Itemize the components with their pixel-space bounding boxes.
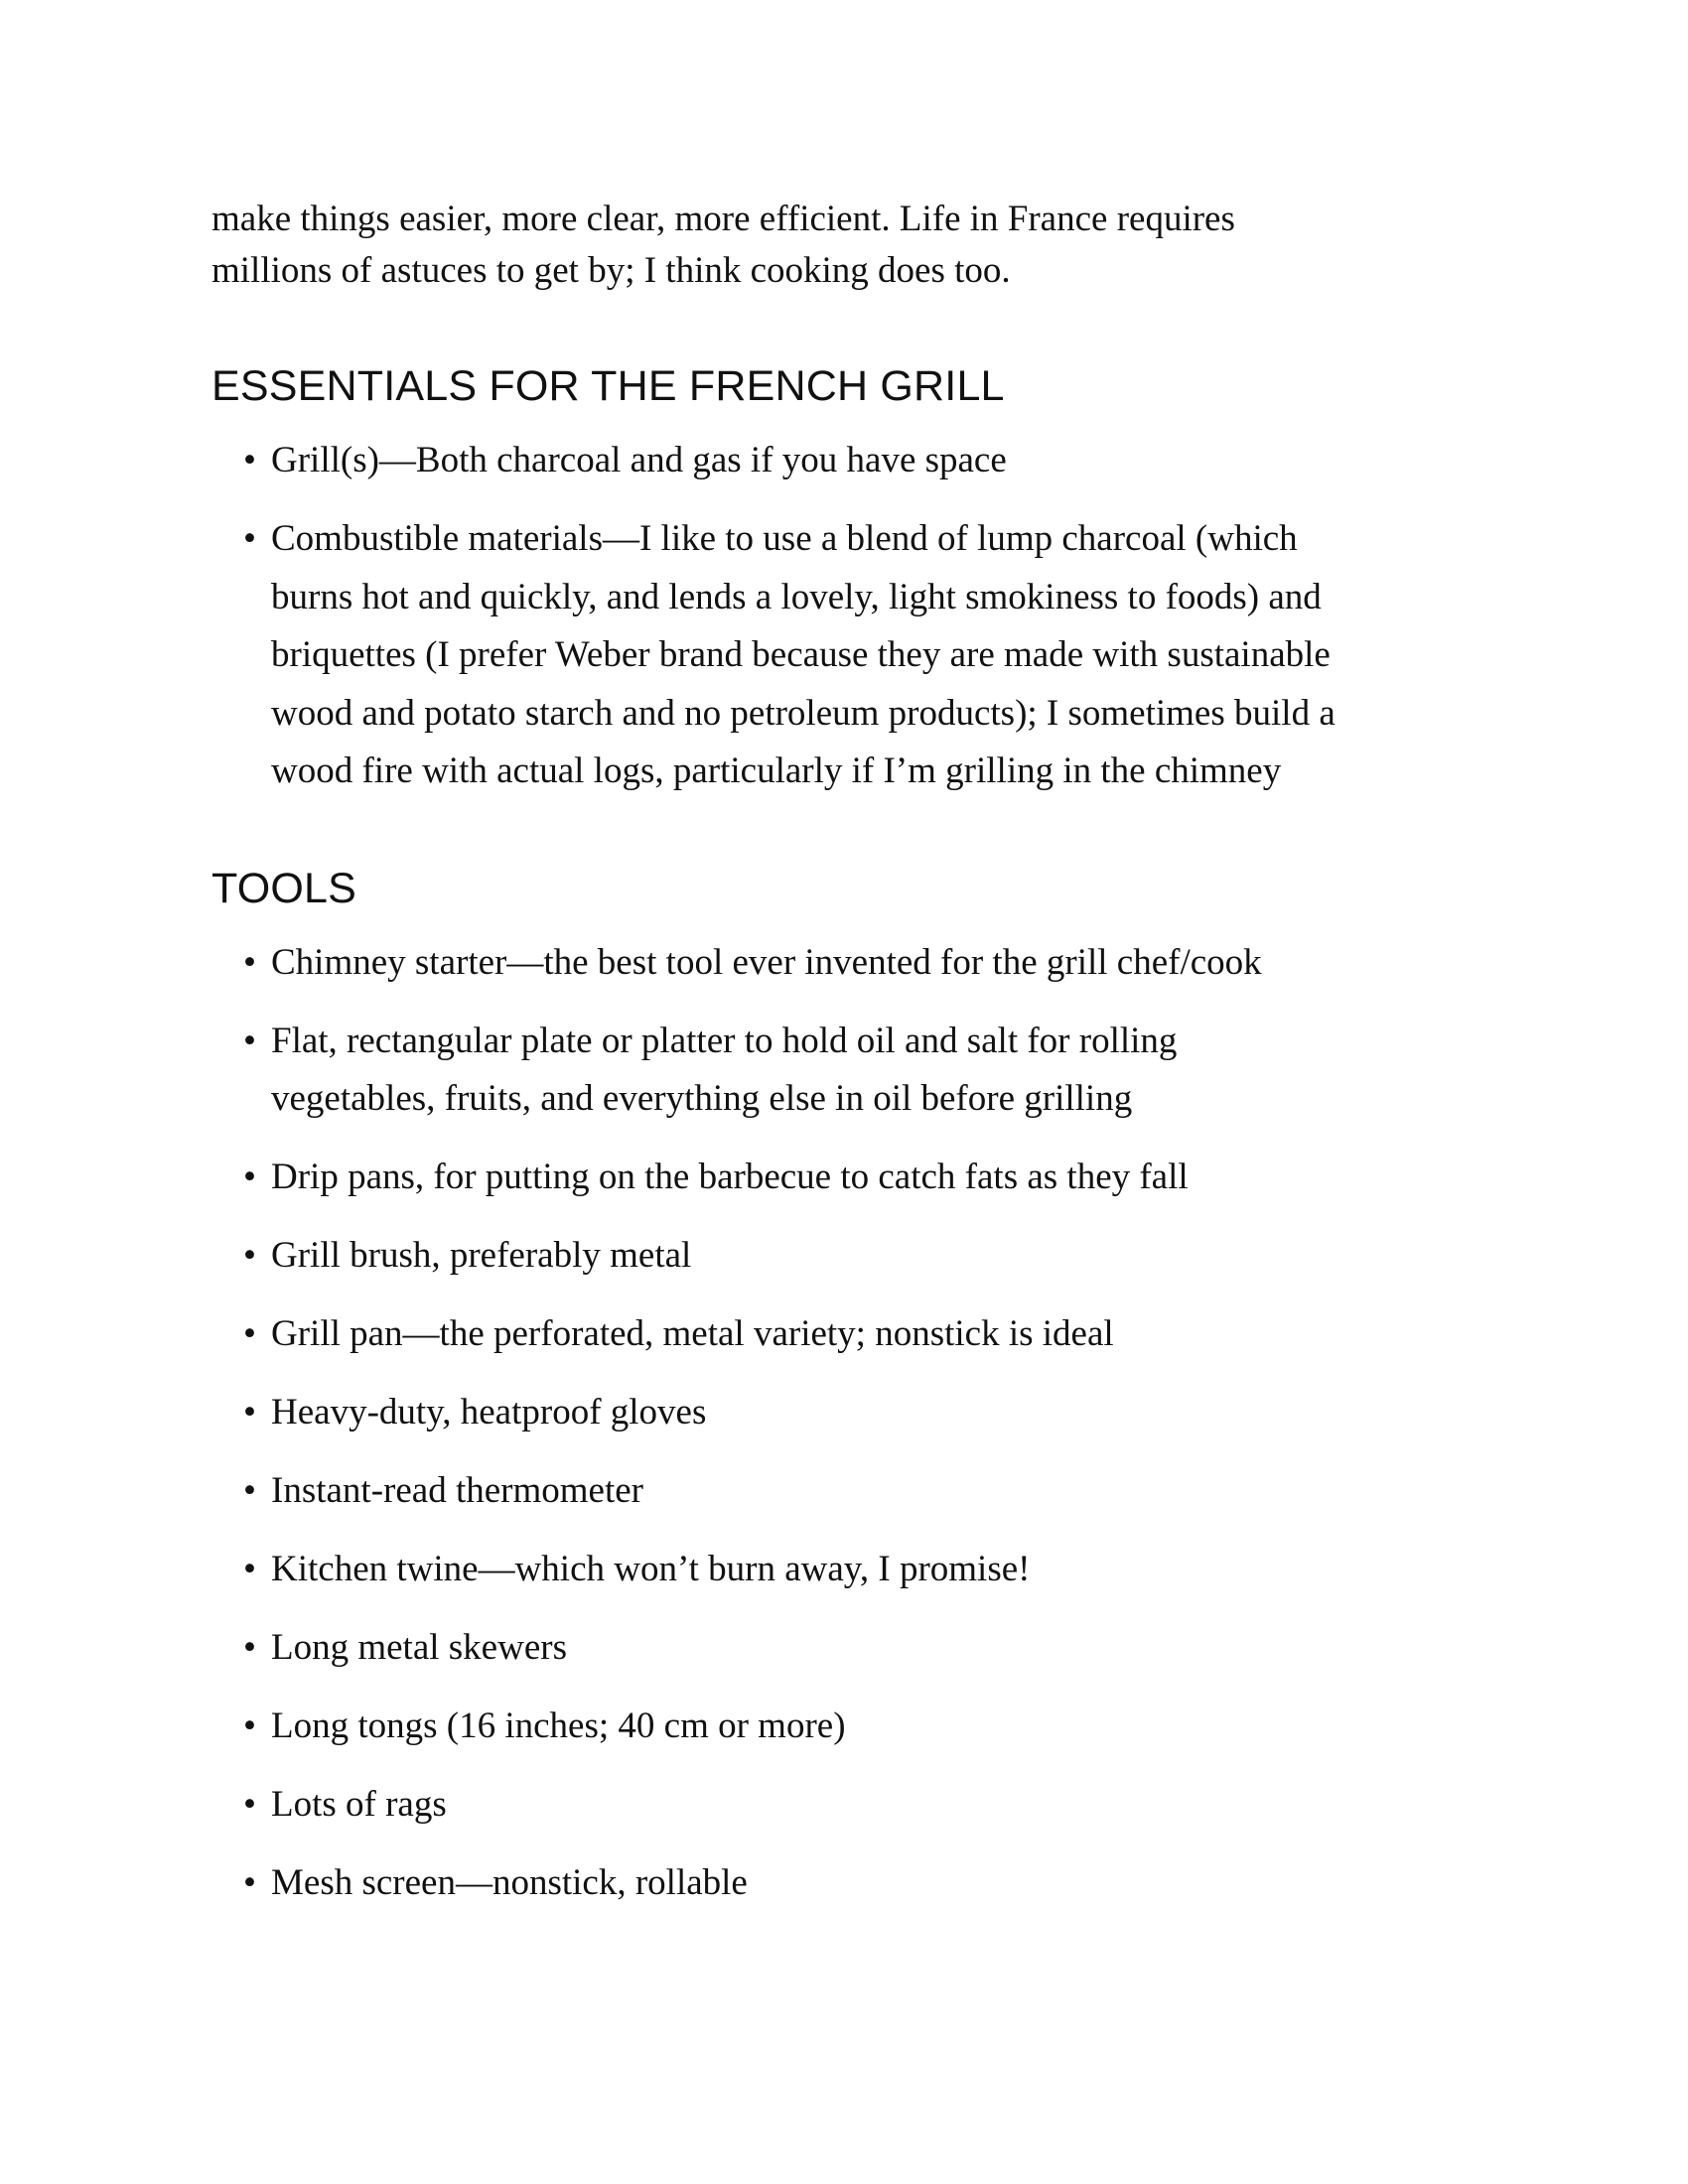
list-item	[211, 1854, 1502, 1913]
section-heading-tools: TOOLS	[211, 864, 356, 912]
bullet-glyph: •	[243, 1157, 256, 1197]
list-item-text: Grill brush, preferably metal	[271, 1235, 692, 1276]
bullet-glyph: •	[243, 941, 256, 983]
list-item-text: Heavy-duty, heatproof gloves	[271, 1392, 707, 1433]
list-item-text: Flat, rectangular plate or platter to hold oil and salt for rolling	[271, 1020, 1178, 1061]
list-item-text: wood and potato starch and no petroleum products); I sometimes build a	[271, 692, 1336, 734]
bullet-glyph: •	[243, 1706, 256, 1746]
list-item-text: Combustible materials—I like to use a blend of lump charcoal (which	[271, 518, 1298, 559]
list-item	[211, 510, 1502, 801]
list-item-text: Chimney starter—the best tool ever invented for the grill chef/cook	[271, 941, 1262, 983]
list-item	[211, 1013, 1502, 1129]
tools-list	[211, 934, 1502, 1913]
bullet-glyph: •	[243, 1784, 256, 1825]
list-item	[211, 432, 1502, 490]
essentials-list	[211, 432, 1502, 801]
bullet-glyph: •	[243, 440, 256, 480]
list-item-text: Grill pan—the perforated, metal variety; nonstick is ideal	[271, 1313, 1114, 1354]
section-heading-essentials: ESSENTIALS FOR THE FRENCH GRILL	[211, 362, 1005, 410]
list-item-text: Lots of rags	[271, 1784, 447, 1825]
list-item	[211, 1776, 1502, 1835]
intro-line: millions of astuces to get by; I think cooking does too.	[211, 250, 1011, 291]
list-item-text: Drip pans, for putting on the barbecue to catch fats as they fall	[271, 1157, 1189, 1197]
document-page	[211, 194, 1502, 1913]
list-item	[211, 1149, 1502, 1207]
bullet-glyph: •	[243, 1020, 256, 1061]
list-item	[211, 1462, 1502, 1521]
list-item-text: Kitchen twine—which won’t burn away, I promise!	[271, 1549, 1031, 1589]
bullet-glyph: •	[243, 1235, 256, 1276]
list-item	[211, 1541, 1502, 1599]
list-item	[211, 1305, 1502, 1364]
bullet-glyph: •	[243, 1392, 256, 1433]
bullet-glyph: •	[243, 1862, 256, 1903]
intro-paragraph	[211, 194, 1502, 297]
list-item-text: Instant-read thermometer	[271, 1470, 643, 1511]
list-item	[211, 1384, 1502, 1442]
list-item-text: vegetables, fruits, and everything else in oil before grilling	[271, 1078, 1133, 1119]
list-item-text: briquettes (I prefer Weber brand because they are made with sustainable	[271, 634, 1331, 675]
list-item	[211, 1698, 1502, 1756]
bullet-glyph: •	[243, 518, 256, 559]
list-item-text: Mesh screen—nonstick, rollable	[271, 1862, 748, 1903]
bullet-glyph: •	[243, 1313, 256, 1354]
list-item	[211, 1227, 1502, 1286]
list-item	[211, 934, 1502, 993]
list-item	[211, 1619, 1502, 1678]
bullet-glyph: •	[243, 1627, 256, 1668]
list-item-text: Grill(s)—Both charcoal and gas if you have space	[271, 440, 1007, 480]
bullet-glyph: •	[243, 1549, 256, 1589]
bullet-glyph: •	[243, 1470, 256, 1511]
intro-line: make things easier, more clear, more efficient. Life in France requires	[211, 199, 1235, 239]
list-item-text: wood fire with actual logs, particularly if I’m grilling in the chimney	[271, 751, 1282, 791]
list-item-text: burns hot and quickly, and lends a lovely, light smokiness to foods) and	[271, 576, 1322, 617]
list-item-text: Long tongs (16 inches; 40 cm or more)	[271, 1706, 846, 1746]
list-item-text: Long metal skewers	[271, 1627, 567, 1668]
